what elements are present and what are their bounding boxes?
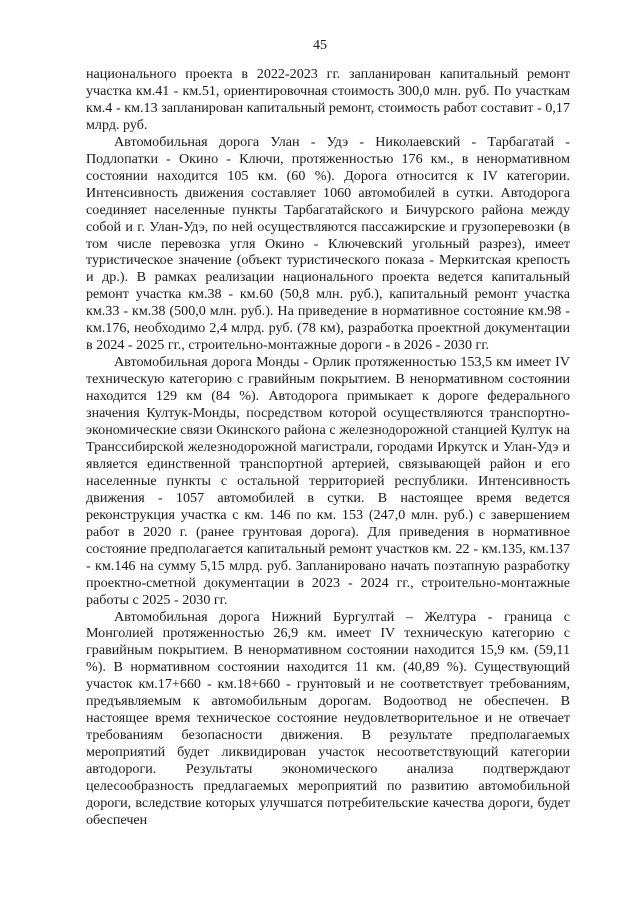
paragraph-road-mondy-orlik: Автомобильная дорога Монды - Орлик протяженностью 153,5 км имеет IV техническую категорию с гравийным покрытием. В ненормативном состоянии находится 129 км (84 %). Автодорога примыкает к дороге федерального значения Култук-Монды, посредством которой осуществляются транспортно-экономические связи Окинского района с железнодорожной станцией Култук на Транссибирской железнодорожной магистрали, городами Иркутск и Улан-Удэ и является единственной транспортной артерией, связывающей район и его населенные пункты с остальной территорией республики. Интенсивность движения - 1057 автомобилей в сутки. В настоящее время ведется реконструкция участка с км. 146 по км. 153 (247,0 млн. руб.) с завершением работ в 2020 г. (ранее грунтовая дорога). Для приведения в нормативное состояние предполагается капитальный ремонт участков км. 22 - км.135, км.137 - км.146 на сумму 5,15 млрд. руб. Запланировано начать поэтапную разработку проектно-сметной документации в 2023 - 2024 гг., строительно-монтажные работы с 2025 - 2030 гг.: [86, 354, 570, 608]
paragraph-road-burgultay-zheltura: Автомобильная дорога Нижний Бургултай – Желтура - граница с Монголией протяженностью 26,9 км. имеет IV техническую категорию с гравийным покрытием. В ненормативном состоянии находится 15,9 км. (59,11 %). В нормативном состоянии находится 11 км. (40,89 %). Существующий участок км.17+660 - км.18+660 - грунтовый и не соответствует требованиям, предъявляемым к автомобильным дорогам. Водоотвод не обеспечен. В настоящее время техническое состояние неудовлетворительное и не отвечает требованиям безопасности движения. В результате предполагаемых мероприятий будет ликвидирован участок несоответствующий категории автодороги. Результаты экономического анализа подтверждают целесообразность предлагаемых мероприятий по развитию автомобильной дороги, вследствие которых улучшатся потребительские качества дороги, будет обеспечен: [86, 608, 570, 828]
paragraph-continuation: национального проекта в 2022-2023 гг. запланирован капитальный ремонт участка км.41 - км.51, ориентировочная стоимость 300,0 млн. руб. По участкам км.4 - км.13 запланирован капитальный ремонт, стоимость работ составит - 0,17 млрд. руб.: [86, 66, 570, 133]
document-body: [86, 66, 570, 829]
page-number: 45: [313, 38, 327, 53]
paragraph-road-ulan-ude-klyuchi: Автомобильная дорога Улан - Удэ - Николаевский - Тарбагатай - Подлопатки - Окино - Ключи, протяженностью 176 км., в ненормативном состоянии находится 105 км. (60 %). Дорога относится к IV категории. Интенсивность движения составляет 1060 автомобилей в сутки. Автодорога соединяет населенные пункты Тарбагатайского и Бичурского района между собой и г. Улан-Удэ, по ней осуществляются пассажирские и грузоперевозки (в том числе перевозка угля Окино - Ключевский угольный разрез), имеет туристическое значение (объект туристического показа - Меркитская крепость и др.). В рамках реализации национального проекта ведется капитальный ремонт участка км.38 - км.60 (50,8 млн. руб.), капитальный ремонт участка км.33 - км.38 (500,0 млн. руб.). На приведение в нормативное состояние км.98 - км.176, необходимо 2,4 млрд. руб. (78 км), разработка проектной документации в 2024 - 2025 гг., строительно-монтажные дороги - в 2026 - 2030 гг.: [86, 133, 570, 354]
